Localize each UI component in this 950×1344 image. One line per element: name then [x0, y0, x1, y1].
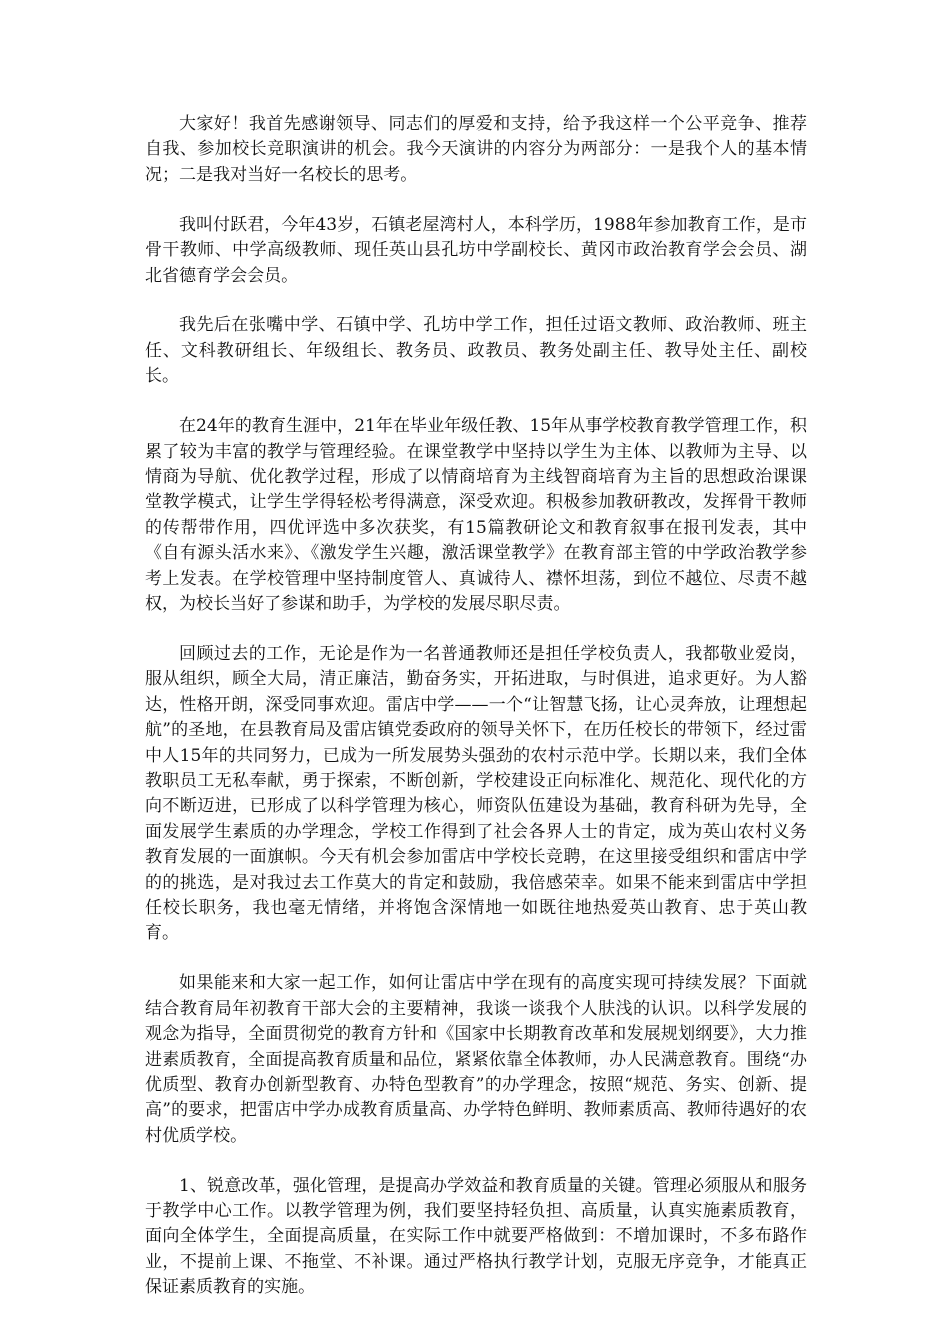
paragraph-work-history: 我先后在张嘴中学、石镇中学、孔坊中学工作，担任过语文教师、政治教师、班主任、文科教研组长、年级组长、教务员、政教员、教务处副主任、教导处主任、副校长。	[145, 315, 807, 387]
paragraph-point-1: 1、锐意改革，强化管理，是提高办学效益和教育质量的关键。管理必须服从和服务于教学中心工作。以教学管理为例，我们要坚持轻负担、高质量，认真实施素质教育，面向全体学生，全面提高质量，在实际工作中就要严格做到：不增加课时，不多布路作业，不提前上课、不拖堂、不补课。通过严格执行教学计划，克服无序竞争，才能真正保证素质教育的实施。	[145, 1175, 807, 1298]
paragraph-vision: 如果能来和大家一起工作，如何让雷店中学在现有的高度实现可持续发展？下面就结合教育局年初教育干部大会的主要精神，我谈一谈我个人肤浅的认识。以科学发展的观念为指导，全面贯彻党的教育方针和《国家中长期教育改革和发展规划纲要》，大力推进素质教育，全面提高教育质量和品位，紧紧依靠全体教师，办人民满意教育。围绕“办优质型、教育办创新型教育、办特色型教育”的办学理念，按照“规范、务实、创新、提高”的要求，把雷店中学办成教育质量高、办学特色鲜明、教师素质高、教师待遇好的农村优质学校。	[145, 973, 807, 1146]
paragraph-teaching-experience: 在24年的教育生涯中，21年在毕业年级任教、15年从事学校教育教学管理工作，积累了较为丰富的教学与管理经验。在课堂教学中坚持以学生为主体、以教师为主导、以情商为导航、优化教学过程，形成了以情商培育为主线智商培育为主旨的思想政治课课堂教学模式，让学生学得轻松考得满意，深受欢迎。积极参加教研教改，发挥骨干教师的传帮带作用，四优评选中多次获奖，有15篇教研论文和教育叙事在报刊发表，其中《自有源头活水来》、《激发学生兴趣，激活课堂教学》在教育部主管的中学政治教学参考上发表。在学校管理中坚持制度管人、真诚待人、襟怀坦荡，到位不越位、尽责不越权，为校长当好了参谋和助手，为学校的发展尽职尽责。	[145, 416, 807, 614]
paragraph-greeting: 大家好！我首先感谢领导、同志们的厚爱和支持，给予我这样一个公平竞争、推荐自我、参加校长竞职演讲的机会。我今天演讲的内容分为两部分：一是我个人的基本情况；二是我对当好一名校长的思考。	[145, 114, 807, 185]
paragraph-basic-info: 我叫付跃君，今年43岁，石镇老屋湾村人，本科学历，1988年参加教育工作，是市骨干教师、中学高级教师、现任英山县孔坊中学副校长、黄冈市政治教育学会会员、湖北省德育学会会员。	[145, 214, 807, 286]
document-body	[145, 112, 807, 1325]
paragraph-review: 回顾过去的工作，无论是作为一名普通教师还是担任学校负责人，我都敬业爱岗，服从组织，顾全大局，清正廉洁，勤奋务实，开拓进取，与时俱进，追求更好。为人豁达，性格开朗，深受同事欢迎。雷店中学——一个“让智慧飞扬，让心灵奔放，让理想起航”的圣地，在县教育局及雷店镇党委政府的领导关怀下，在历任校长的带领下，经过雷中人15年的共同努力，已成为一所发展势头强劲的农村示范中学。长期以来，我们全体教职员工无私奉献，勇于探索，不断创新，学校建设正向标准化、规范化、现代化的方向不断迈进，已形成了以科学管理为核心，师资队伍建设为基础，教育科研为先导，全面发展学生素质的办学理念，学校工作得到了社会各界人士的肯定，成为英山农村义务教育发展的一面旗帜。今天有机会参加雷店中学校长竞聘，在这里接受组织和雷店中学的的挑选，是对我过去工作莫大的肯定和鼓励，我倍感荣幸。如果不能来到雷店中学担任校长职务，我也毫无情绪，并将饱含深情地一如既往地热爱英山教育、忠于英山教育。	[145, 643, 807, 944]
